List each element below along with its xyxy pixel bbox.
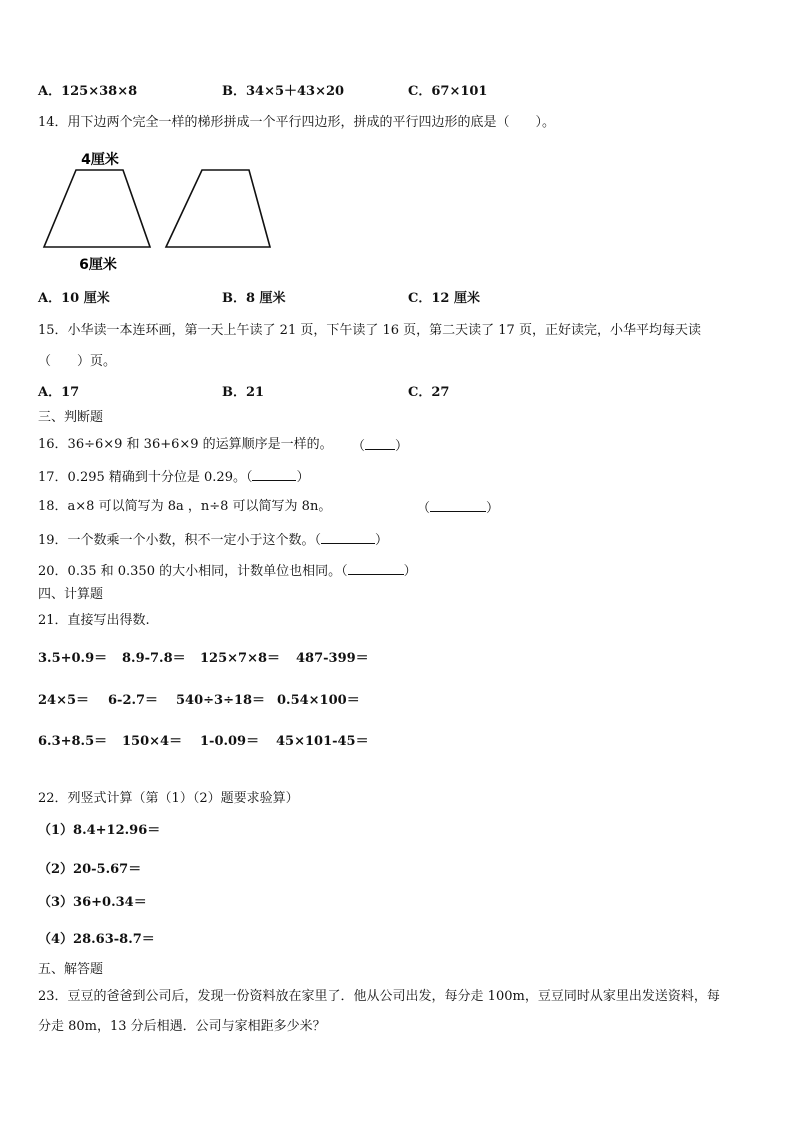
q14-option-c: C．12 厘米 [408, 291, 480, 306]
q23-line2: 分走 80m，13 分后相遇．公司与家相距多少米？ [38, 1019, 326, 1034]
trapezoid-right [166, 170, 270, 247]
section5-title: 五、解答题 [38, 962, 104, 977]
q15-stem-line1: 15．小华读一本连环画，第一天上午读了 21 页，下午读了 16 页，第二天读了 17 页，正好读完，小华平均每天读 [38, 323, 701, 338]
trapezoid-top-label: 4厘米 [81, 152, 119, 168]
section3-title: 三、判断题 [38, 410, 104, 425]
calc-item: 540÷3÷18＝ [176, 693, 266, 708]
q15-option-b: B．21 [222, 385, 265, 400]
q20-stem: 20．0.35 和 0.350 的大小相同，计数单位也相同。（ [38, 564, 348, 579]
q18-text: 18．a×8 可以简写为 8a ，n÷8 可以简写为 8n。 [38, 499, 332, 514]
calc-item: 24×5＝ [38, 693, 90, 708]
q16-close-paren: ） [395, 439, 409, 454]
q15-option-a: A．17 [38, 385, 80, 400]
q19-answer-blank[interactable] [321, 531, 375, 544]
vertical-calc-item: （1）8.4+12.96＝ [38, 823, 161, 838]
vertical-calc-item: （3）36+0.34＝ [38, 895, 147, 910]
calc-item: 3.5+0.9＝ [38, 651, 108, 666]
q13-option-c: C．67×101 [408, 84, 488, 99]
calc-item: 8.9-7.8＝ [122, 651, 186, 666]
calc-item: 150×4＝ [122, 734, 183, 749]
calc-item: 45×101-45＝ [276, 734, 369, 749]
q20-answer-blank[interactable] [348, 562, 404, 575]
q18-close-paren: ） [486, 501, 500, 516]
q19-stem: 19．一个数乘一个小数，积不一定小于这个数。（ [38, 533, 322, 548]
calc-item: 0.54×100＝ [277, 693, 360, 708]
q14-stem: 14．用下边两个完全一样的梯形拼成一个平行四边形，拼成的平行四边形的底是（ ）。 [38, 115, 556, 130]
vertical-calc-item: （2）20-5.67＝ [38, 862, 142, 877]
q16-open-paren: （ [352, 439, 366, 454]
calc-item: 6.3+8.5＝ [38, 734, 108, 749]
q17-text [38, 468, 309, 486]
q20-close-paren: ） [403, 564, 417, 579]
section4-title: 四、计算题 [38, 587, 104, 602]
q18-open-paren: （ [417, 501, 431, 516]
trapezoid-bottom-label: 6厘米 [79, 257, 117, 273]
trapezoid-left [44, 170, 150, 247]
vertical-calc-item: （4）28.63-8.7＝ [38, 932, 155, 947]
q17-answer-blank[interactable] [252, 468, 296, 481]
q14-option-b: B．8 厘米 [222, 291, 286, 306]
q13-option-a: A．125×38×8 [38, 84, 138, 99]
calc-item: 487-399＝ [296, 651, 369, 666]
q16-text: 16．36÷6×9 和 36+6×9 的运算顺序是一样的。 [38, 437, 333, 452]
q16-answer-blank[interactable] [352, 437, 408, 455]
calc-item: 125×7×8＝ [200, 651, 281, 666]
q23-line1: 23．豆豆的爸爸到公司后，发现一份资料放在家里了．他从公司出发，每分走 100m，豆豆同时从家里出发送资料，每 [38, 989, 720, 1004]
q19-text [38, 531, 388, 549]
q17-stem: 17．0.295 精确到十分位是 0.29。（ [38, 470, 253, 485]
q20-text [38, 562, 417, 580]
q18-answer-blank[interactable] [417, 499, 499, 517]
q15-option-c: C．27 [408, 385, 450, 400]
q13-option-b: B．34×5＋43×20 [222, 84, 345, 99]
trapezoid-figure [38, 145, 278, 275]
q19-close-paren: ） [375, 533, 389, 548]
q21-stem: 21．直接写出得数. [38, 613, 150, 628]
calc-item: 1-0.09＝ [200, 734, 260, 749]
calc-item: 6-2.7＝ [108, 693, 159, 708]
q22-stem: 22．列竖式计算（第（1）（2）题要求验算） [38, 791, 299, 806]
q14-option-a: A．10 厘米 [38, 291, 110, 306]
q17-close-paren: ） [296, 470, 310, 485]
q15-stem-line2: （ ）页。 [38, 354, 117, 369]
